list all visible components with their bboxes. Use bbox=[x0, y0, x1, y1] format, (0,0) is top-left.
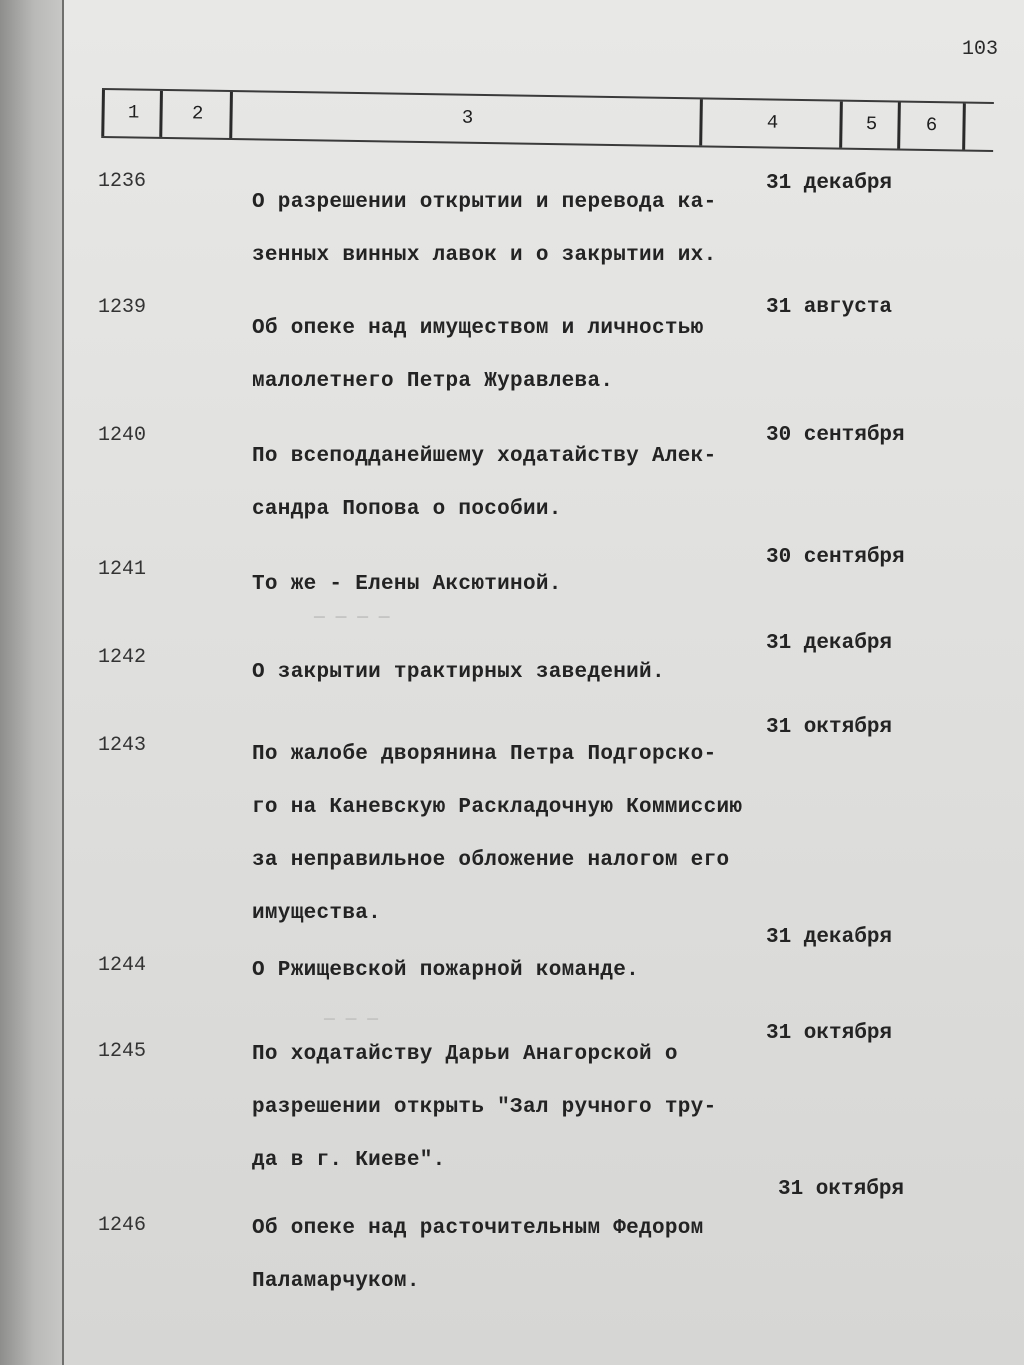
column-header-4: 4 bbox=[699, 99, 843, 147]
column-header-6: 6 bbox=[897, 103, 966, 150]
column-header-2: 2 bbox=[159, 91, 233, 138]
entry-description bbox=[252, 430, 752, 536]
entry-date: 31 октября bbox=[778, 1178, 905, 1201]
entry-number: 1242 bbox=[98, 646, 147, 669]
entry-description bbox=[252, 176, 752, 282]
entry-number: 1241 bbox=[98, 558, 147, 581]
entry-number: 1240 bbox=[98, 424, 147, 447]
entry-description bbox=[252, 728, 752, 940]
bleed-through-mark: — — — — bbox=[314, 608, 390, 628]
entry-date: 31 октября bbox=[766, 716, 893, 739]
entry-description-text: По ходатайству Дарьи Анагорской о разрешении открыть "Зал ручного тру- да в г. Киеве". bbox=[252, 1043, 717, 1172]
entry-description-text: По жалобе дворянина Петра Подгорско- го на Каневскую Раскладочную Коммиссию за неправильное обложение налогом его имущества. bbox=[252, 743, 743, 925]
entry-number: 1243 bbox=[98, 734, 147, 757]
document-page bbox=[64, 0, 1024, 1365]
entry-description-text: Об опеке над расточительным Федором Паламарчуком. bbox=[252, 1217, 704, 1293]
entry-description bbox=[252, 944, 752, 997]
entry-description-text: О Ржищевской пожарной команде. bbox=[252, 959, 640, 982]
entry-number: 1236 bbox=[98, 170, 147, 193]
entry-description bbox=[252, 302, 752, 408]
entry-description-text: То же - Елены Аксютиной. bbox=[252, 573, 562, 596]
entry-date: 31 октября bbox=[766, 1022, 893, 1045]
entry-date: 31 декабря bbox=[766, 632, 893, 655]
column-header-5: 5 bbox=[839, 102, 901, 149]
entry-date: 31 декабря bbox=[766, 172, 893, 195]
entry-description bbox=[252, 558, 752, 611]
entry-description bbox=[252, 646, 752, 699]
page-number: 103 bbox=[961, 38, 998, 61]
entry-date: 30 сентября bbox=[766, 424, 905, 447]
entry-date: 31 декабря bbox=[766, 926, 893, 949]
column-header-3: 3 bbox=[229, 92, 703, 145]
entry-date: 31 августа bbox=[766, 296, 893, 319]
book-gutter bbox=[0, 0, 64, 1365]
entry-description bbox=[252, 1028, 752, 1187]
column-header-1: 1 bbox=[101, 90, 163, 137]
entry-description bbox=[252, 1202, 752, 1308]
entry-description-text: Об опеке над имуществом и личностью малолетнего Петра Журавлева. bbox=[252, 317, 704, 393]
entry-number: 1244 bbox=[98, 954, 147, 977]
entry-number: 1246 bbox=[98, 1214, 147, 1237]
column-header-row bbox=[101, 88, 994, 152]
entry-date: 30 сентября bbox=[766, 546, 905, 569]
entry-description-text: О разрешении открытии и перевода ка- зенных винных лавок и о закрытии их. bbox=[252, 191, 717, 267]
entry-description-text: О закрытии трактирных заведений. bbox=[252, 661, 665, 684]
entry-number: 1239 bbox=[98, 296, 147, 319]
bleed-through-mark: — — — bbox=[324, 1010, 379, 1030]
entry-description-text: По всеподданейшему ходатайству Алек- сандра Попова о пособии. bbox=[252, 445, 717, 521]
entry-number: 1245 bbox=[98, 1040, 147, 1063]
